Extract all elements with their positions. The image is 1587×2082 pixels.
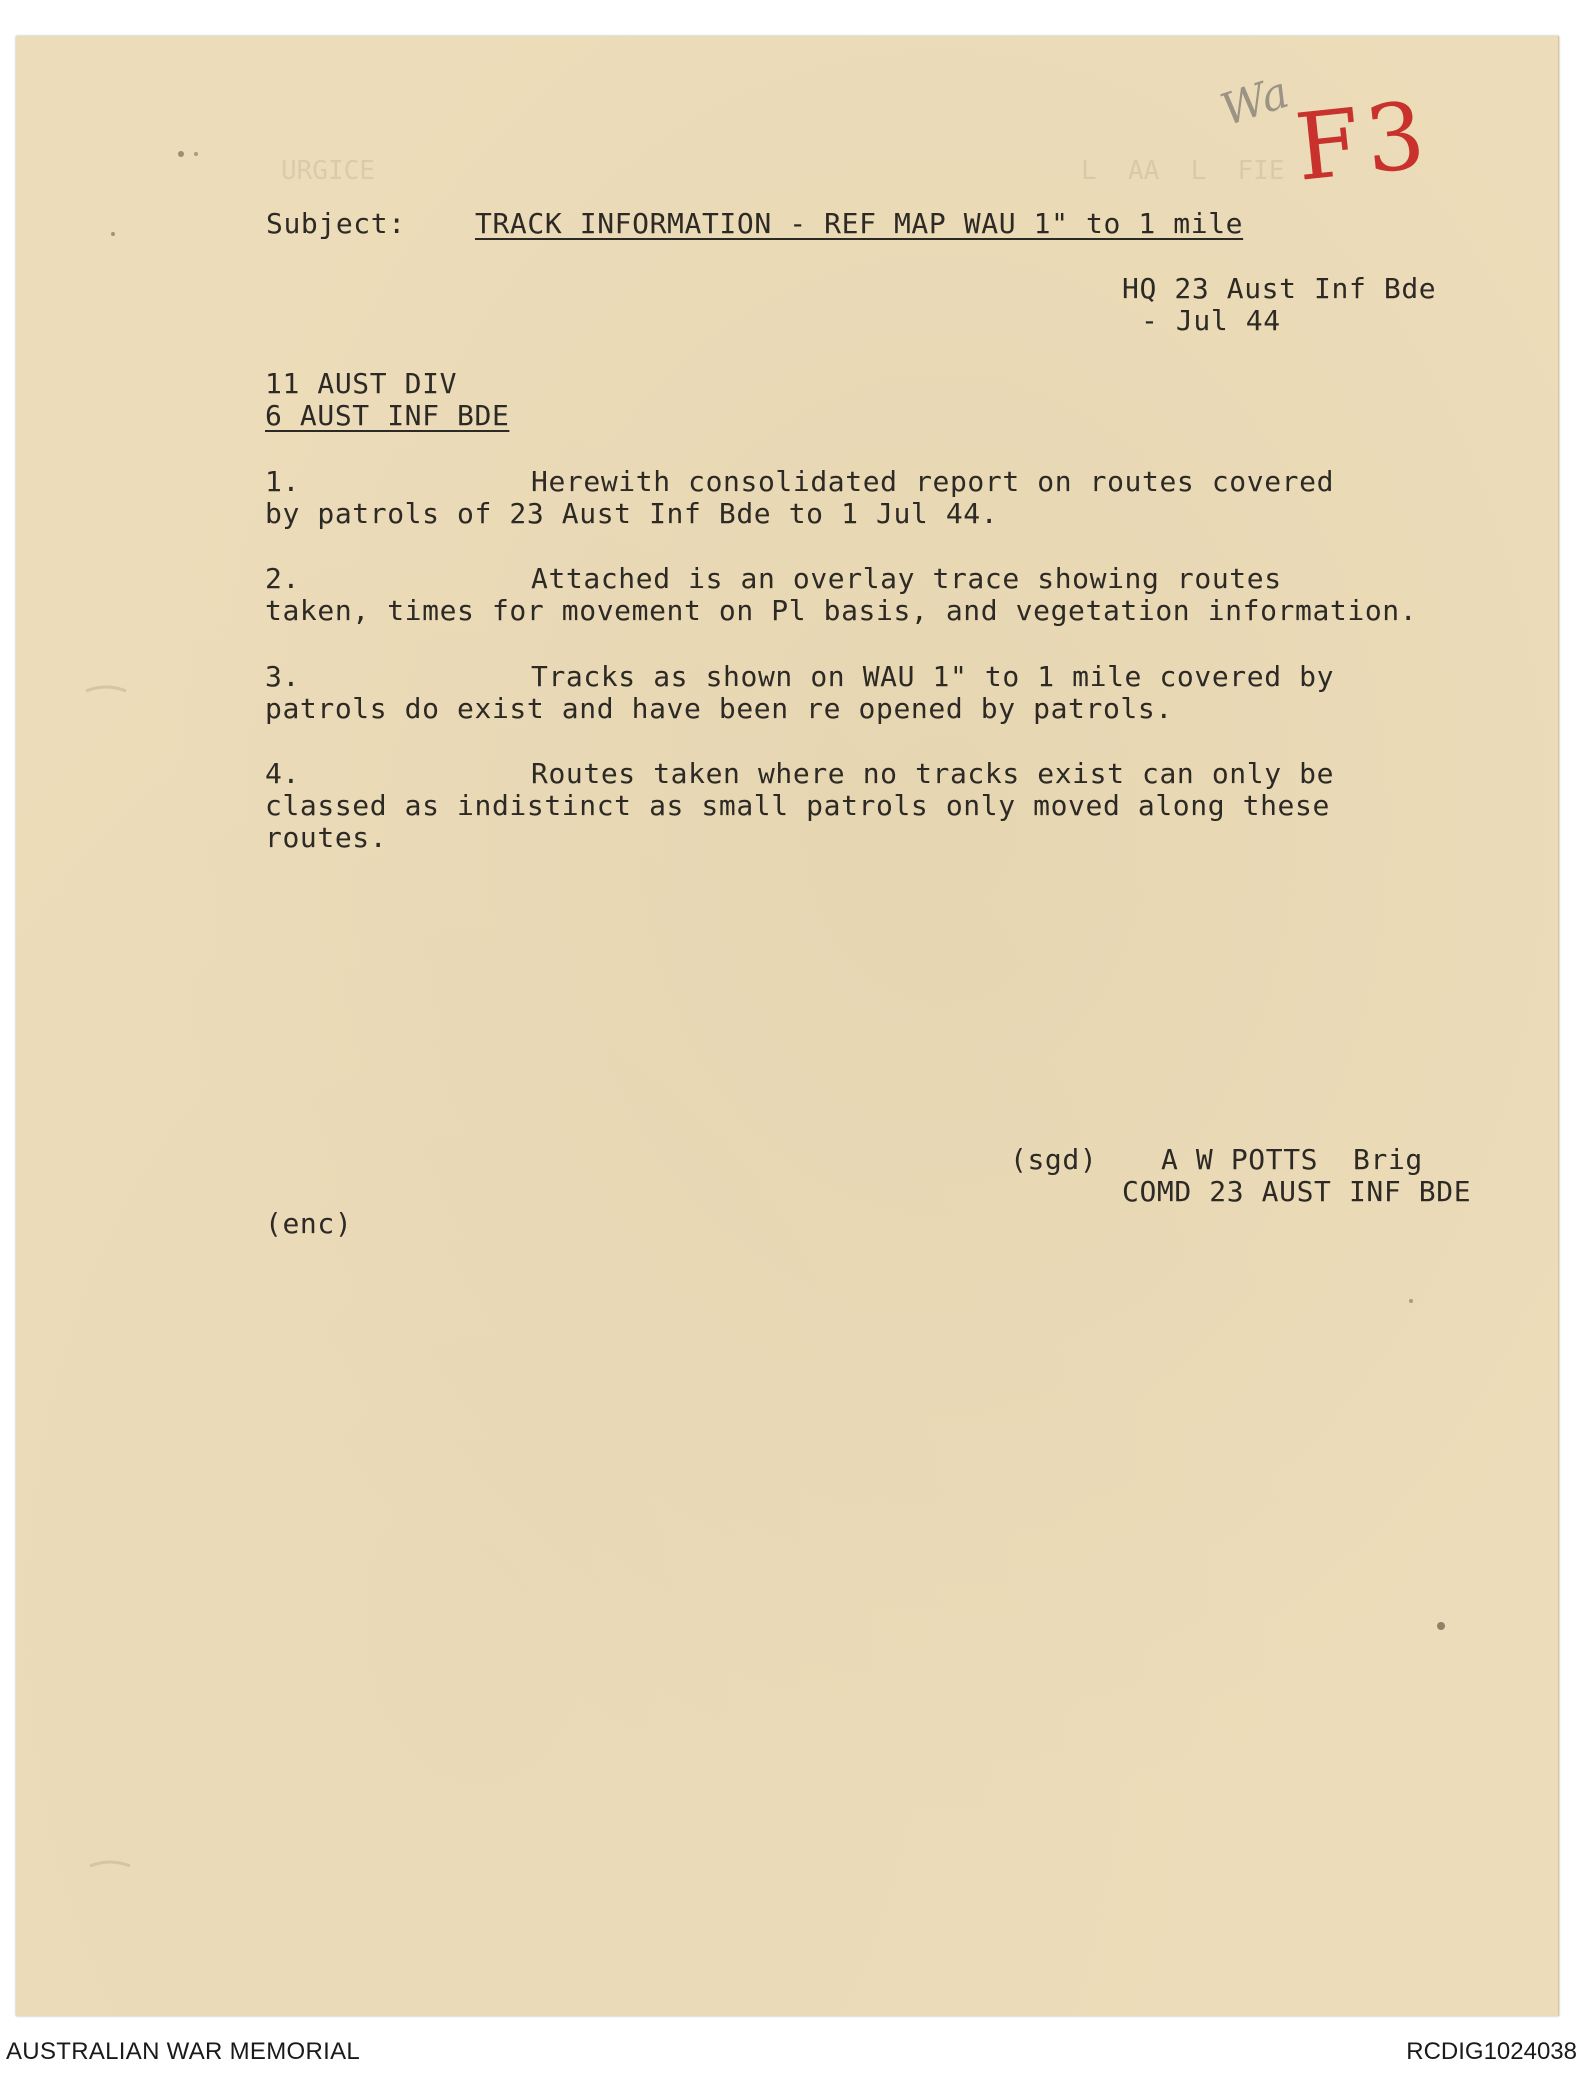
paragraph-text: Routes taken where no tracks exist can only be — [531, 757, 1335, 790]
enclosure-note: (enc) — [265, 1207, 353, 1240]
paragraph-text: Tracks as shown on WAU 1" to 1 mile covered by — [531, 660, 1335, 693]
subject-label: Subject: — [266, 207, 406, 240]
bleed-through-text: L AA L FIE — [1081, 156, 1285, 186]
paragraph-number: 4. — [265, 757, 300, 790]
addressee-div: 11 AUST DIV — [265, 367, 458, 400]
addressee-bde: 6 AUST INF BDE — [265, 399, 510, 432]
signature-title: COMD 23 AUST INF BDE — [1122, 1175, 1472, 1208]
pencil-note: Wa — [1214, 66, 1295, 137]
paragraph-number: 2. — [265, 562, 300, 595]
paragraph-text: Attached is an overlay trace showing routes — [531, 562, 1282, 595]
paragraph-text: taken, times for movement on Pl basis, and vegetation information. — [265, 594, 1418, 627]
paragraph-text: classed as indistinct as small patrols only moved along these — [265, 789, 1330, 822]
paper-blemishes — [16, 36, 1558, 2016]
paragraph-text: by patrols of 23 Aust Inf Bde to 1 Jul 44. — [265, 497, 999, 530]
footer-institution: AUSTRALIAN WAR MEMORIAL — [6, 2038, 361, 2065]
file-mark-f3: F3 — [1290, 81, 1436, 202]
subject-text: TRACK INFORMATION - REF MAP WAU 1" to 1 mile — [475, 207, 1244, 240]
paragraph-text: patrols do exist and have been re opened by patrols. — [265, 692, 1173, 725]
paragraph-text: Herewith consolidated report on routes covered — [531, 465, 1335, 498]
paragraph-number: 3. — [265, 660, 300, 693]
date-line: - Jul 44 — [1141, 304, 1281, 337]
hq-line: HQ 23 Aust Inf Bde — [1122, 272, 1437, 305]
signature-sgd: (sgd) — [1010, 1143, 1098, 1176]
bleed-through-text: URGICE — [281, 156, 375, 186]
signature-name: A W POTTS Brig — [1161, 1143, 1423, 1176]
paragraph-number: 1. — [265, 465, 300, 498]
paragraph-text: routes. — [265, 821, 388, 854]
footer-record-id: RCDIG1024038 — [1406, 2038, 1577, 2065]
paper-sheet — [16, 36, 1559, 2016]
